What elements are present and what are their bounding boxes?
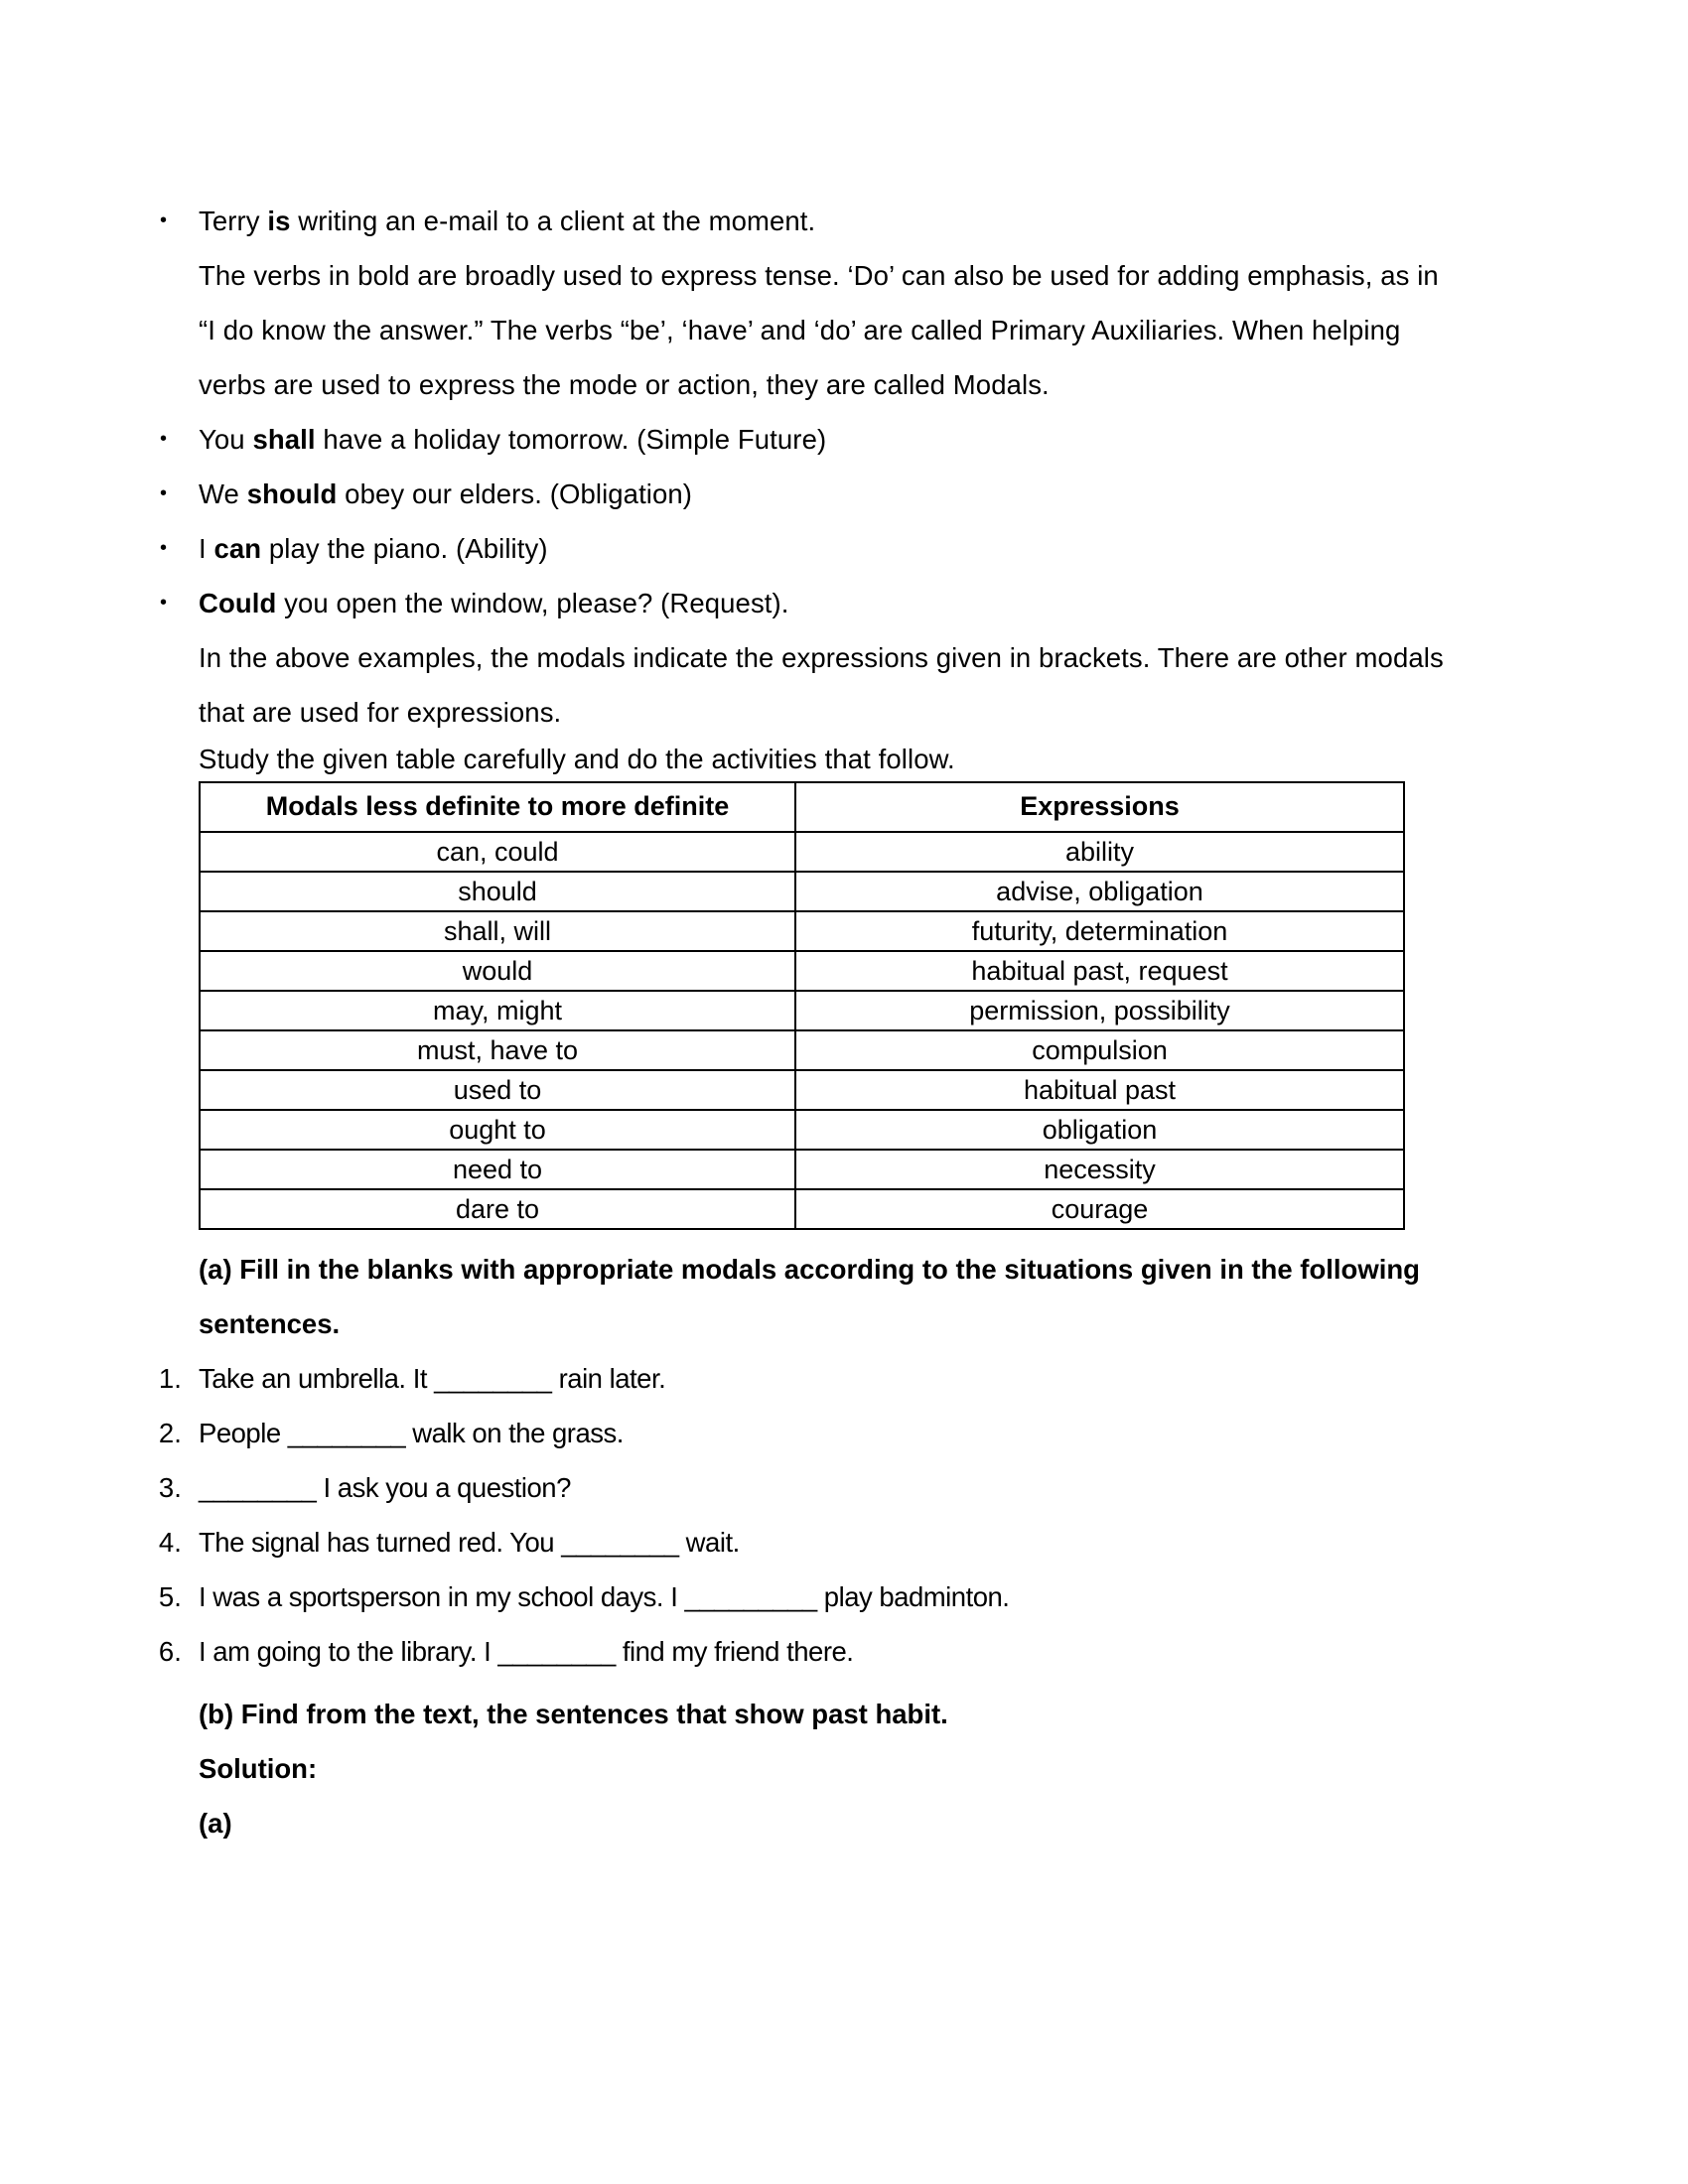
- document-content: [144, 194, 1455, 1850]
- question-text: I was a sportsperson in my school days. I _________ play badminton.: [199, 1581, 1010, 1612]
- table-row: [200, 1110, 1404, 1150]
- table-cell-expression: habitual past: [795, 1070, 1404, 1110]
- modal-examples-list: [144, 412, 1455, 630]
- table-row: [200, 832, 1404, 872]
- example-suffix: obey our elders. (Obligation): [337, 478, 693, 509]
- example-prefix: You: [199, 424, 253, 455]
- table-row: [200, 1189, 1404, 1229]
- example-modal: should: [246, 478, 338, 509]
- activity-a-heading: (a) Fill in the blanks with appropriate modals according to the situations given in the following sentences.: [199, 1254, 1420, 1339]
- list-item: [144, 412, 1455, 467]
- table-row: [200, 872, 1404, 911]
- table-cell-expression: permission, possibility: [795, 991, 1404, 1030]
- table-cell-expression: ability: [795, 832, 1404, 872]
- table-cell-modal: should: [200, 872, 795, 911]
- list-item: [144, 1624, 1455, 1679]
- table-cell-expression: habitual past, request: [795, 951, 1404, 991]
- table-cell-modal: would: [200, 951, 795, 991]
- intro-paragraph: The verbs in bold are broadly used to express tense. ‘Do’ can also be used for adding emphasis, as in “I do know the answer.” The verbs “be’, ‘have’ and ‘do’ are called Primary Auxiliaries. When helping verbs are used to express the mode or action, they are called Modals.: [199, 260, 1439, 400]
- modals-expressions-table: [199, 781, 1405, 1230]
- example-modal: shall: [252, 424, 316, 455]
- solution-part-a-label: (a): [199, 1808, 232, 1839]
- question-number: 6.: [158, 1636, 182, 1667]
- table-cell-expression: obligation: [795, 1110, 1404, 1150]
- table-cell-modal: must, have to: [200, 1030, 795, 1070]
- table-cell-expression: futurity, determination: [795, 911, 1404, 951]
- table-cell-modal: shall, will: [200, 911, 795, 951]
- list-item: [144, 576, 1455, 630]
- question-text: Take an umbrella. It ________ rain later.: [199, 1363, 666, 1394]
- example-prefix: We: [199, 478, 247, 509]
- study-table-instruction: Study the given table carefully and do the activities that follow.: [199, 744, 955, 774]
- question-text: People ________ walk on the grass.: [199, 1418, 624, 1448]
- question-number: 4.: [158, 1527, 182, 1558]
- table-header-modals: Modals less definite to more definite: [200, 782, 795, 832]
- question-text: ________ I ask you a question?: [199, 1472, 571, 1503]
- question-number: 5.: [158, 1581, 182, 1612]
- table-cell-expression: compulsion: [795, 1030, 1404, 1070]
- fill-in-blanks-questions: [144, 1351, 1455, 1679]
- table-cell-modal: dare to: [200, 1189, 795, 1229]
- example-suffix: you open the window, please? (Request).: [276, 588, 789, 618]
- example-suffix: play the piano. (Ability): [261, 533, 548, 564]
- list-item: [144, 194, 1455, 248]
- table-row: [200, 991, 1404, 1030]
- example-modal: can: [213, 533, 262, 564]
- table-row: [200, 1150, 1404, 1189]
- table-cell-modal: may, might: [200, 991, 795, 1030]
- table-cell-modal: need to: [200, 1150, 795, 1189]
- intro-bullet-list: [144, 194, 1455, 248]
- activity-b-heading: (b) Find from the text, the sentences that show past habit.: [199, 1699, 948, 1729]
- question-text: The signal has turned red. You ________ wait.: [199, 1527, 740, 1558]
- question-number: 2.: [158, 1418, 182, 1448]
- example-suffix: have a holiday tomorrow. (Simple Future): [315, 424, 827, 455]
- list-item: [144, 1406, 1455, 1460]
- table-row: [200, 911, 1404, 951]
- table-cell-expression: advise, obligation: [795, 872, 1404, 911]
- intro-bullet-suffix: writing an e-mail to a client at the moment.: [290, 205, 816, 236]
- example-modal: Could: [199, 588, 277, 618]
- question-text: I am going to the library. I ________ find my friend there.: [199, 1636, 854, 1667]
- solution-label: Solution:: [199, 1753, 318, 1784]
- question-number: 3.: [158, 1472, 182, 1503]
- intro-bullet-prefix: Terry: [199, 205, 268, 236]
- intro-bullet-bold: is: [267, 205, 291, 236]
- table-cell-modal: used to: [200, 1070, 795, 1110]
- list-item: [144, 467, 1455, 521]
- solution-block: [144, 1687, 1455, 1850]
- list-item: [144, 1460, 1455, 1515]
- list-item: [144, 1351, 1455, 1406]
- table-cell-modal: can, could: [200, 832, 795, 872]
- question-number: 1.: [158, 1363, 182, 1394]
- list-item: [144, 1515, 1455, 1570]
- after-examples-paragraph: In the above examples, the modals indicate the expressions given in brackets. There are other modals that are used for expressions.: [199, 642, 1444, 728]
- table-cell-modal: ought to: [200, 1110, 795, 1150]
- list-item: [144, 521, 1455, 576]
- table-row: [200, 1030, 1404, 1070]
- list-item: [144, 1570, 1455, 1624]
- table-cell-expression: necessity: [795, 1150, 1404, 1189]
- table-cell-expression: courage: [795, 1189, 1404, 1229]
- table-header-expressions: Expressions: [795, 782, 1404, 832]
- table-header-row: [200, 782, 1404, 832]
- example-prefix: I: [199, 533, 214, 564]
- table-row: [200, 1070, 1404, 1110]
- table-row: [200, 951, 1404, 991]
